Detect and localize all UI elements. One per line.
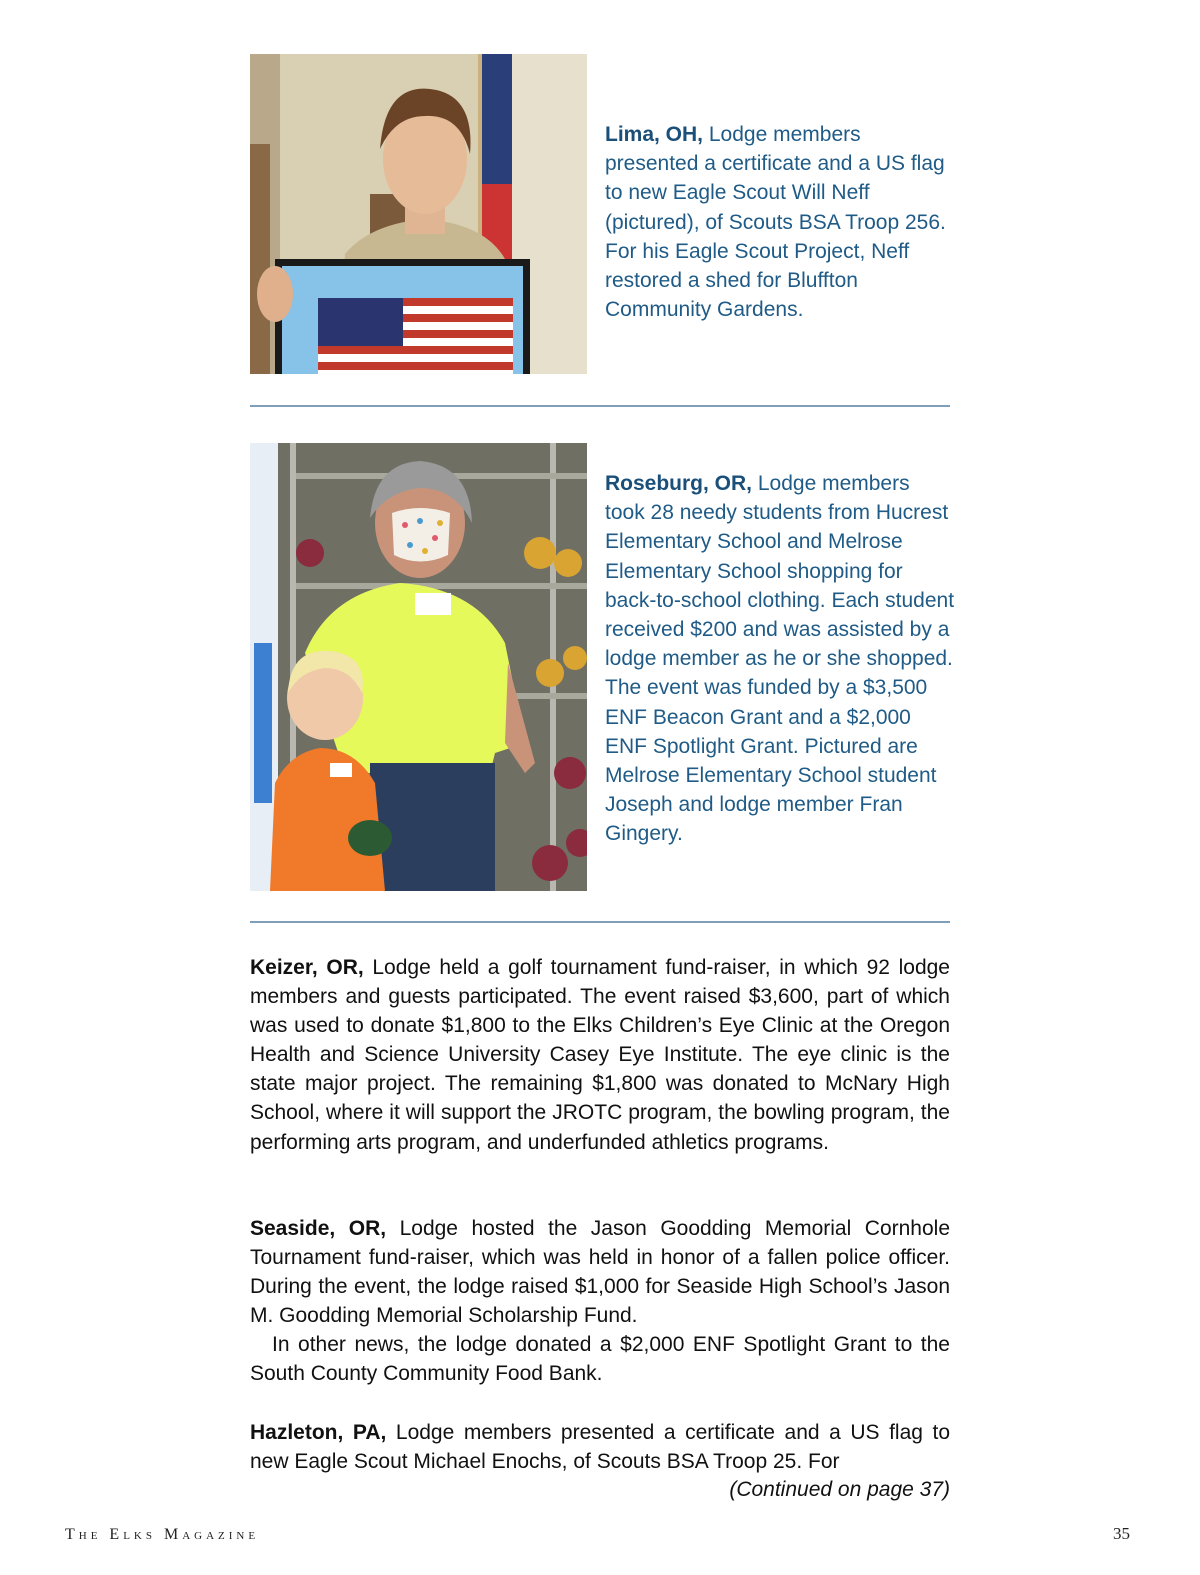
article-keizer-text: Lodge held a golf tournament fund-raiser, in which 92 lodge members and guests participated. The event raised $3,600, part of which was used to donate $1,800 to the Elks Children’s Eye Clinic at the Oregon Health and Science University Casey Eye Institute. The eye clinic is the state major project. The remaining $1,800 was donated to McNary High School, where it will support the JROTC program, the bowling program, the performing arts program, and underfunded athletics programs.	[250, 956, 950, 1154]
photo-joseph-and-fran-gingery	[250, 443, 587, 891]
magazine-title: The Elks Magazine	[65, 1526, 260, 1543]
photo-eagle-scout-will-neff	[250, 54, 587, 374]
page-number: 35	[1113, 1524, 1130, 1543]
caption-lima	[605, 120, 955, 324]
caption-roseburg	[605, 469, 955, 849]
article-seaside-text: Lodge hosted the Jason Goodding Memorial Cornhole Tournament fund-raiser, which was held in honor of a fallen police officer. During the event, the lodge raised $1,000 for Seaside High School’s Jason M. Goodding Memorial Scholarship Fund.	[250, 1217, 950, 1328]
article-hazleton-place: Hazleton, PA,	[250, 1421, 387, 1444]
article-hazleton	[250, 1418, 950, 1476]
article-keizer	[250, 953, 950, 1157]
caption-lima-text: Lodge members presented a certificate and a US flag to new Eagle Scout Will Neff (pictured), of Scouts BSA Troop 256. For his Eagle Scout Project, Neff restored a shed for Bluffton Community Gardens.	[605, 123, 946, 322]
continued-notice: (Continued on page 37)	[729, 1478, 950, 1501]
article-keizer-place: Keizer, OR,	[250, 956, 364, 979]
caption-roseburg-place: Roseburg, OR,	[605, 472, 753, 495]
article-seaside-continued: In other news, the lodge donated a $2,000 ENF Spotlight Grant to the South County Community Food Bank.	[250, 1333, 950, 1386]
caption-lima-place: Lima, OH,	[605, 123, 704, 146]
caption-roseburg-text: Lodge members took 28 needy students from Hucrest Elementary School and Melrose Elementary School shopping for back-to-school clothing. Each student received $200 and was assisted by a lodge member as he or she shopped. The event was funded by a $3,500 ENF Beacon Grant and a $2,000 ENF Spotlight Grant. Pictured are Melrose Elementary School student Joseph and lodge member Fran Gingery.	[605, 472, 955, 846]
article-seaside	[250, 1214, 950, 1330]
article-hazleton-text: Lodge members presented a certificate and a US flag to new Eagle Scout Michael Enochs, of Scouts BSA Troop 25. For	[250, 1421, 950, 1474]
article-seaside-place: Seaside, OR,	[250, 1217, 387, 1240]
section-divider	[250, 921, 950, 923]
section-divider	[250, 405, 950, 407]
